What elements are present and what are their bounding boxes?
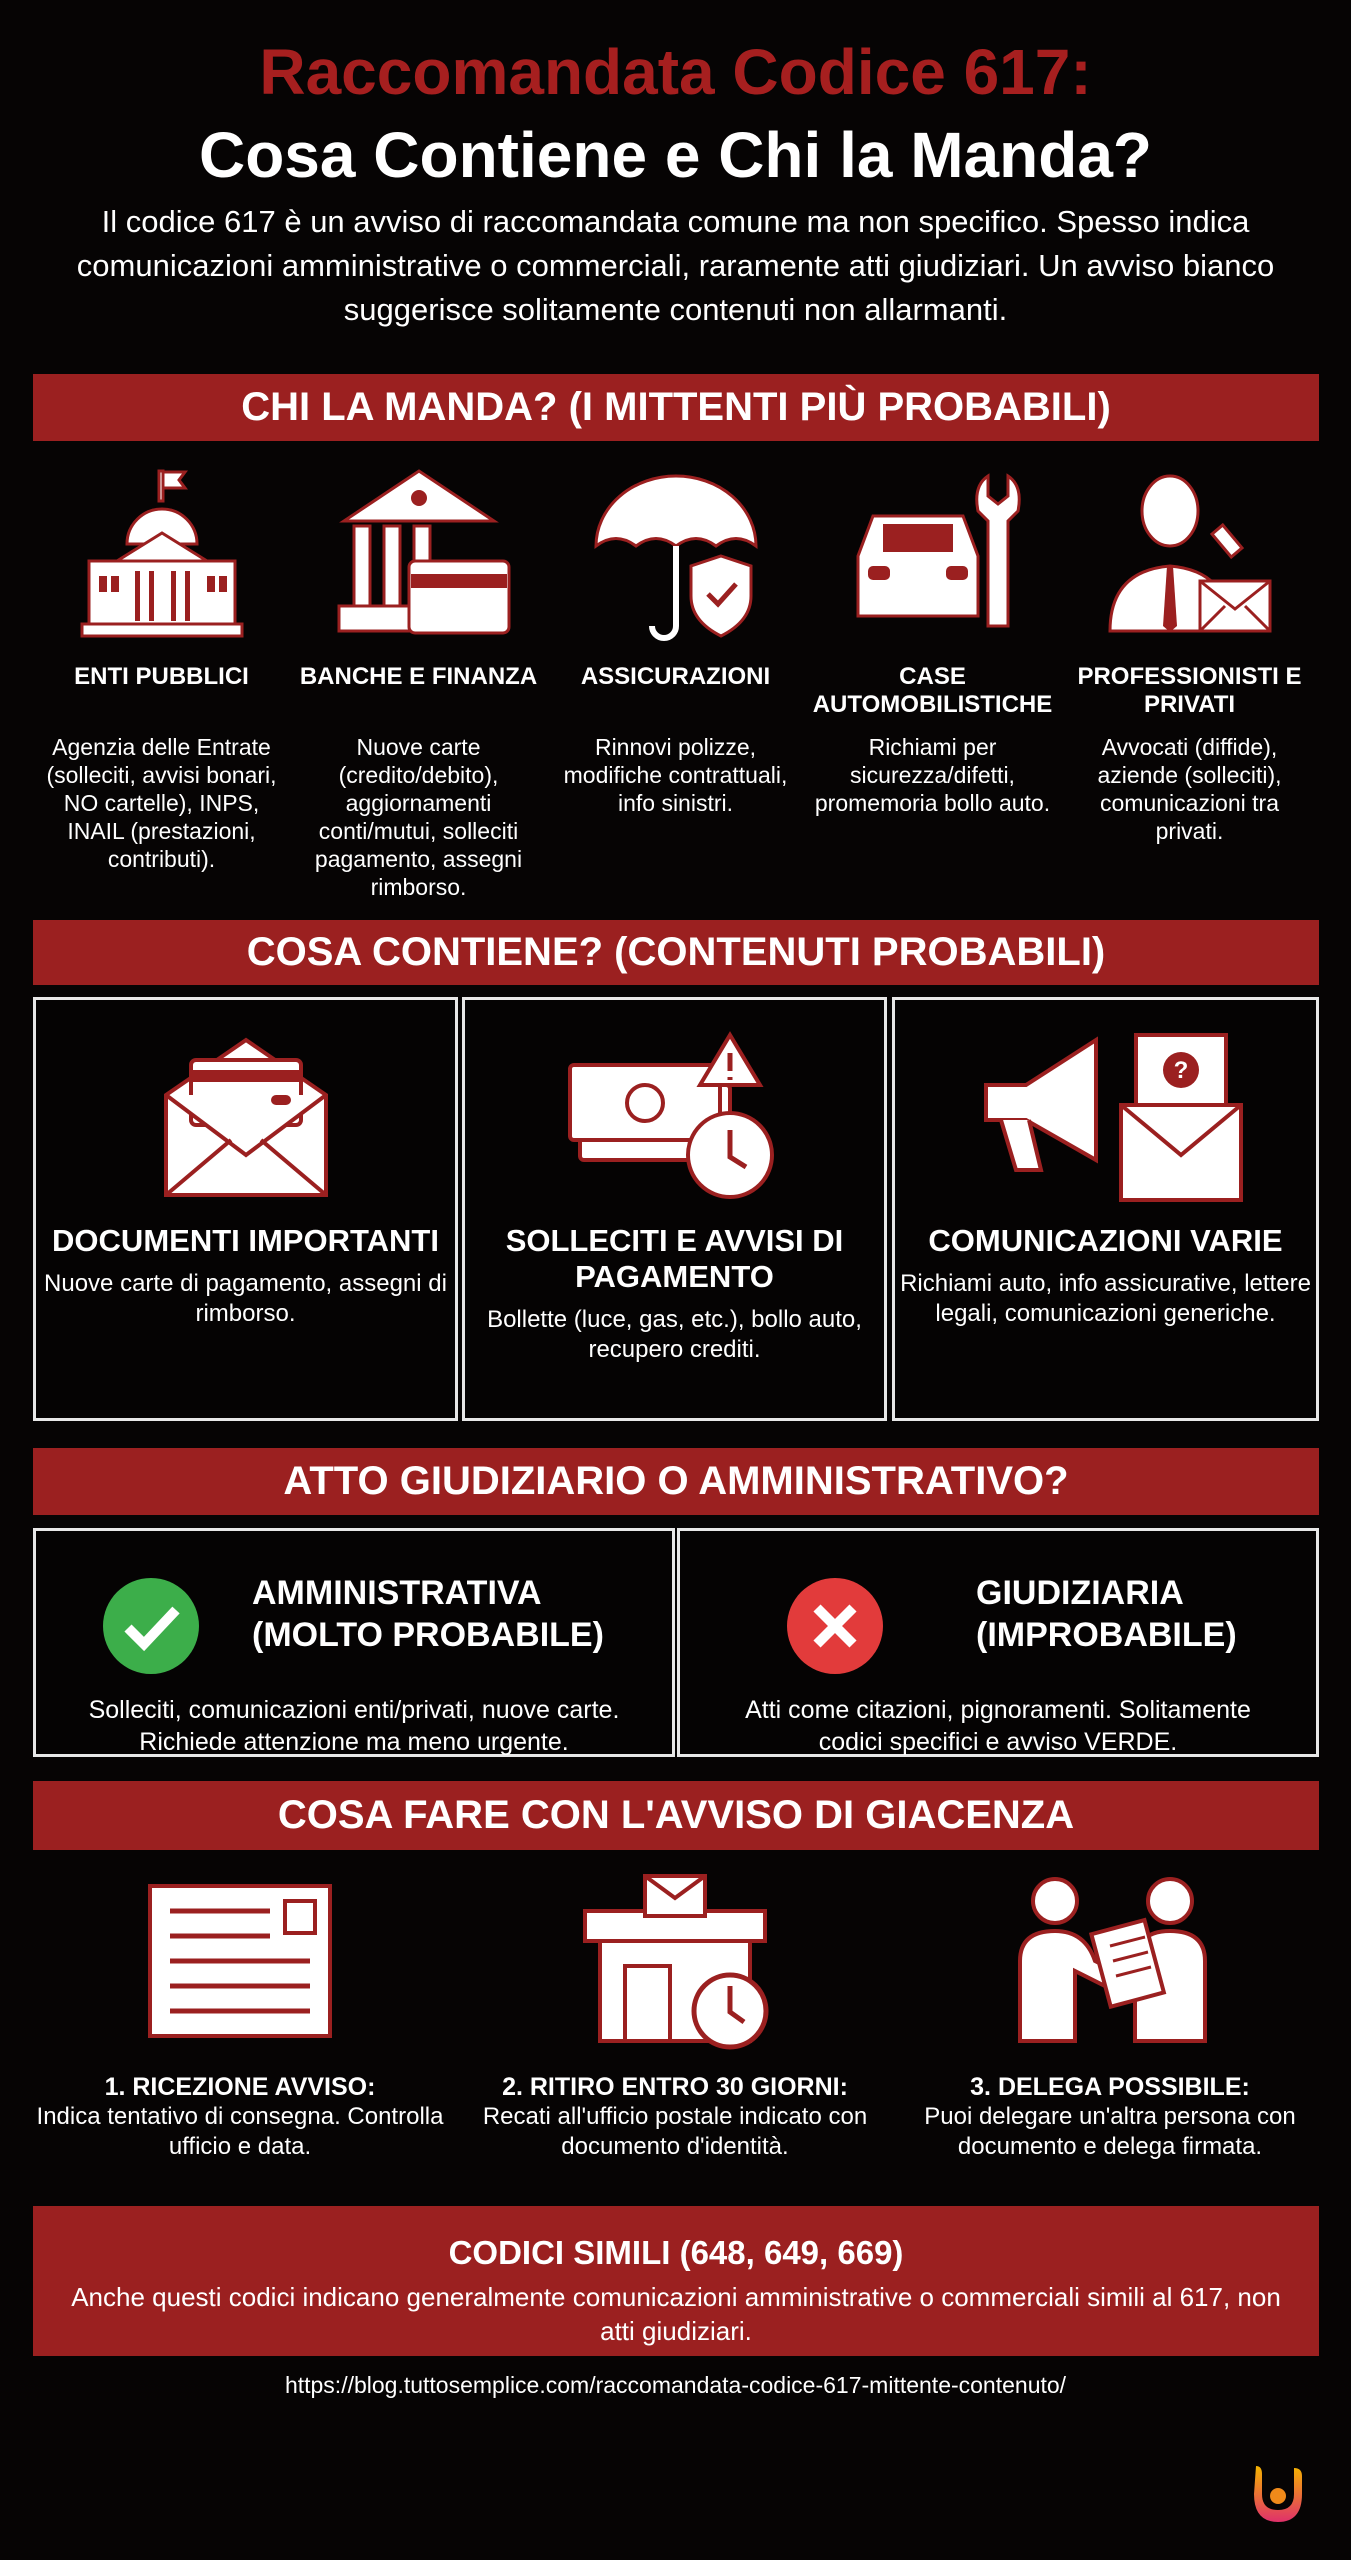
sender-desc: Nuove carte (credito/debito), aggiornamenti conti/mutui, solleciti pagamento, assegni rimborso. — [314, 734, 523, 900]
nature-card-giudiziaria — [677, 1528, 1319, 1757]
car-wrench-icon — [838, 466, 1028, 641]
section-header-steps: COSA FARE CON L'AVVISO DI GIACENZA — [33, 1781, 1319, 1850]
step-desc: Recati all'ufficio postale indicato con documento d'identità. — [482, 2103, 868, 2160]
step-desc: Indica tentativo di consegna. Controlla ufficio e data. — [36, 2103, 444, 2160]
title-line-1: Raccomandata Codice 617: — [259, 36, 1092, 108]
sender-label: ASSICURAZIONI — [580, 663, 771, 690]
section-header-senders: CHI LA MANDA? (I MITTENTI PIÙ PROBABILI) — [33, 374, 1319, 441]
step-ricezione — [20, 1871, 460, 2162]
sender-banche — [290, 466, 547, 901]
content-title: SOLLECITI E AVVISI DI PAGAMENTO — [505, 1223, 844, 1294]
step-ritiro — [455, 1871, 895, 2162]
sender-label: BANCHE E FINANZA — [299, 663, 538, 690]
megaphone-letter-icon — [956, 1025, 1256, 1205]
x-circle-icon — [785, 1576, 885, 1676]
similar-codes-box — [33, 2206, 1319, 2356]
step-label: 1. RICEZIONE AVVISO: — [104, 2073, 376, 2101]
government-building-icon — [67, 466, 257, 641]
svg-text:?: ? — [1173, 1057, 1188, 1084]
sender-desc: Agenzia delle Entrate (solleciti, avvisi bonari, NO cartelle), INPS, INAIL (prestazioni, contributi). — [46, 734, 277, 872]
section-header-nature: ATTO GIUDIZIARIO O AMMINISTRATIVO? — [33, 1448, 1319, 1515]
brand-logo-icon — [1250, 2462, 1306, 2526]
money-clock-warning-icon — [560, 1025, 790, 1205]
sender-desc: Richiami per sicurezza/difetti, promemoria bollo auto. — [814, 734, 1051, 816]
lawyer-gavel-icon — [1095, 466, 1285, 641]
bank-card-icon — [324, 466, 514, 641]
sender-case-auto — [804, 466, 1061, 817]
step-delega — [890, 1871, 1330, 2162]
source-url[interactable]: https://blog.tuttosemplice.com/raccomandata-codice-617-mittente-contenuto/ — [284, 2372, 1067, 2398]
content-card-documenti — [33, 997, 458, 1421]
nature-card-amministrativa — [33, 1528, 675, 1757]
step-label: 2. RITIRO ENTRO 30 GIORNI: — [502, 2073, 848, 2101]
step-desc: Puoi delegare un'altra persona con documento e delega firmata. — [924, 2103, 1296, 2160]
envelope-card-icon — [146, 1025, 346, 1205]
sender-desc: Avvocati (diffide), aziende (solleciti), comunicazioni tra privati. — [1097, 734, 1282, 844]
intro-text: Il codice 617 è un avviso di raccomandata comune ma non specifico. Spesso indica comunicazioni amministrative o commerciali, raramente atti giudiziari. Un avviso bianco suggerisce solitamente contenuti non allarmanti. — [76, 204, 1275, 327]
content-card-solleciti — [462, 997, 887, 1421]
content-title: DOCUMENTI IMPORTANTI — [52, 1223, 439, 1258]
similar-codes-desc: Anche questi codici indicano generalmente comunicazioni amministrative o commerciali simili al 617, non atti giudiziari. — [71, 2282, 1281, 2346]
title-line-2: Cosa Contiene e Chi la Manda? — [198, 119, 1153, 191]
content-desc: Bollette (luce, gas, etc.), bollo auto, recupero crediti. — [487, 1306, 862, 1363]
nature-title: AMMINISTRATIVA (MOLTO PROBABILE) — [252, 1573, 604, 1654]
sender-professionisti — [1061, 466, 1318, 845]
step-label: 3. DELEGA POSSIBILE: — [970, 2073, 1250, 2101]
check-circle-icon — [101, 1576, 201, 1676]
post-office-clock-icon — [575, 1871, 775, 2051]
postcard-icon — [140, 1871, 340, 2051]
sender-label: ENTI PUBBLICI — [74, 663, 249, 690]
content-card-comunicazioni — [892, 997, 1319, 1421]
nature-desc: Solleciti, comunicazioni enti/privati, nuove carte. Richiede attenzione ma meno urgente. — [88, 1696, 620, 1756]
sender-label: PROFESSIONISTI E PRIVATI — [1077, 663, 1302, 718]
nature-desc: Atti come citazioni, pignoramenti. Solitamente codici specifici e avviso VERDE. — [745, 1696, 1251, 1756]
nature-title: GIUDIZIARIA (IMPROBABILE) — [976, 1573, 1237, 1654]
delegation-icon — [1010, 1871, 1210, 2051]
content-desc: Nuove carte di pagamento, assegni di rimborso. — [44, 1270, 447, 1327]
sender-enti-pubblici — [33, 466, 290, 873]
content-desc: Richiami auto, info assicurative, lettere legali, comunicazioni generiche. — [900, 1270, 1311, 1327]
sender-label: CASE AUTOMOBILISTICHE — [812, 663, 1053, 718]
sender-desc: Rinnovi polizze, modifiche contrattuali, info sinistri. — [563, 734, 788, 816]
sender-assicurazioni — [547, 466, 804, 817]
similar-codes-title: CODICI SIMILI (648, 649, 669) — [448, 2234, 904, 2271]
content-title: COMUNICAZIONI VARIE — [928, 1223, 1283, 1258]
section-header-contents: COSA CONTIENE? (CONTENUTI PROBABILI) — [33, 920, 1319, 985]
umbrella-shield-icon — [581, 466, 771, 641]
